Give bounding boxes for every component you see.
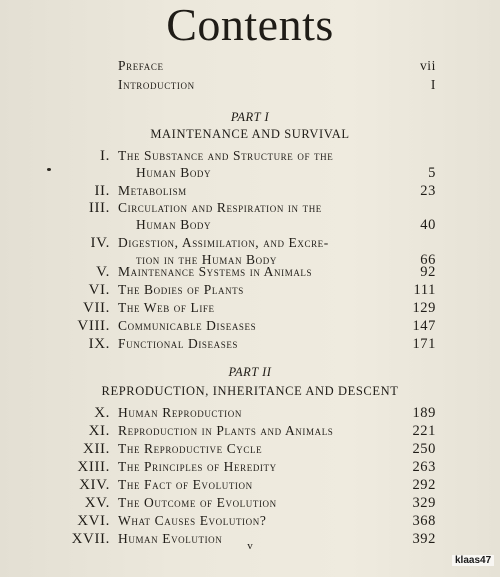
chapter-title: Human Reproduction bbox=[118, 405, 242, 420]
part-title: MAINTENANCE AND SURVIVAL bbox=[150, 127, 350, 141]
chapter-page: 368 bbox=[412, 513, 436, 529]
chapter-page: 292 bbox=[412, 477, 436, 493]
part-label: PART I bbox=[230, 110, 270, 124]
chapter-page: 5 bbox=[428, 165, 436, 181]
chapter-page: 111 bbox=[413, 282, 436, 298]
chapter-title: The Substance and Structure of the bbox=[118, 148, 334, 163]
chapter-title-continued: Human Body bbox=[136, 165, 212, 180]
chapter-number: IV. bbox=[90, 235, 110, 251]
chapter-number: VI. bbox=[88, 282, 110, 298]
chapter-number: VII. bbox=[83, 300, 110, 316]
chapter-page: 23 bbox=[420, 183, 436, 199]
chapter-number: I. bbox=[100, 148, 110, 164]
footer-page-number: v bbox=[247, 540, 253, 552]
chapter-page: 250 bbox=[412, 441, 436, 457]
chapter-number: IX. bbox=[88, 336, 110, 352]
ink-speck bbox=[47, 168, 51, 171]
chapter-number: XI. bbox=[88, 423, 110, 439]
chapter-title: The Web of Life bbox=[118, 300, 215, 315]
chapter-page: 329 bbox=[412, 495, 436, 511]
chapter-title: The Reproductive Cycle bbox=[118, 441, 263, 456]
chapter-page: 66 bbox=[420, 252, 436, 268]
chapter-number: XII. bbox=[83, 441, 110, 457]
part-title: REPRODUCTION, INHERITANCE AND DESCENT bbox=[101, 384, 399, 398]
chapter-page: 392 bbox=[412, 531, 436, 547]
chapter-title: The Fact of Evolution bbox=[118, 477, 253, 492]
chapter-number: VIII. bbox=[77, 318, 110, 334]
chapter-title: Metabolism bbox=[118, 183, 187, 198]
toc-page: I bbox=[430, 77, 436, 92]
chapter-page: 40 bbox=[420, 217, 436, 233]
chapter-number: XIV. bbox=[79, 477, 110, 493]
chapter-number: XIII. bbox=[77, 459, 110, 475]
chapter-title-continued: Human Body bbox=[136, 217, 212, 232]
chapter-title: Maintenance Systems in Animals bbox=[118, 264, 313, 279]
toc-page: vii bbox=[419, 58, 436, 73]
chapter-page: 147 bbox=[412, 318, 436, 334]
chapter-title: Functional Diseases bbox=[118, 336, 239, 351]
toc-label: Preface bbox=[118, 58, 164, 73]
chapter-title: The Principles of Heredity bbox=[118, 459, 277, 474]
chapter-number: X. bbox=[94, 405, 110, 421]
chapter-page: 263 bbox=[412, 459, 436, 475]
chapter-number: III. bbox=[88, 200, 110, 216]
watermark: klaas47 bbox=[452, 555, 494, 566]
chapter-number: XVI. bbox=[77, 513, 110, 529]
chapter-number: XV. bbox=[84, 495, 110, 511]
chapter-title: Reproduction in Plants and Animals bbox=[118, 423, 334, 438]
toc-label: Introduction bbox=[118, 77, 195, 92]
chapter-page: 129 bbox=[412, 300, 436, 316]
page-title: Contents bbox=[166, 0, 334, 50]
chapter-page: 221 bbox=[412, 423, 436, 439]
chapter-title: The Bodies of Plants bbox=[118, 282, 244, 297]
chapter-title-continued: tion in the Human Body bbox=[136, 252, 277, 267]
chapter-title: The Outcome of Evolution bbox=[118, 495, 277, 510]
chapter-title: Communicable Diseases bbox=[118, 318, 257, 333]
chapter-number: II. bbox=[94, 183, 110, 199]
chapter-number: V. bbox=[96, 264, 110, 280]
chapter-number: XVII. bbox=[71, 531, 110, 547]
chapter-title: Human Evolution bbox=[118, 531, 223, 546]
chapter-title: Circulation and Respiration in the bbox=[118, 200, 322, 215]
chapter-page: 171 bbox=[412, 336, 436, 352]
chapter-page: 92 bbox=[420, 264, 436, 280]
part-label: PART II bbox=[228, 365, 272, 379]
chapter-title: Digestion, Assimilation, and Excre- bbox=[118, 235, 329, 250]
chapter-page: 189 bbox=[412, 405, 436, 421]
chapter-title: What Causes Evolution? bbox=[118, 513, 267, 528]
